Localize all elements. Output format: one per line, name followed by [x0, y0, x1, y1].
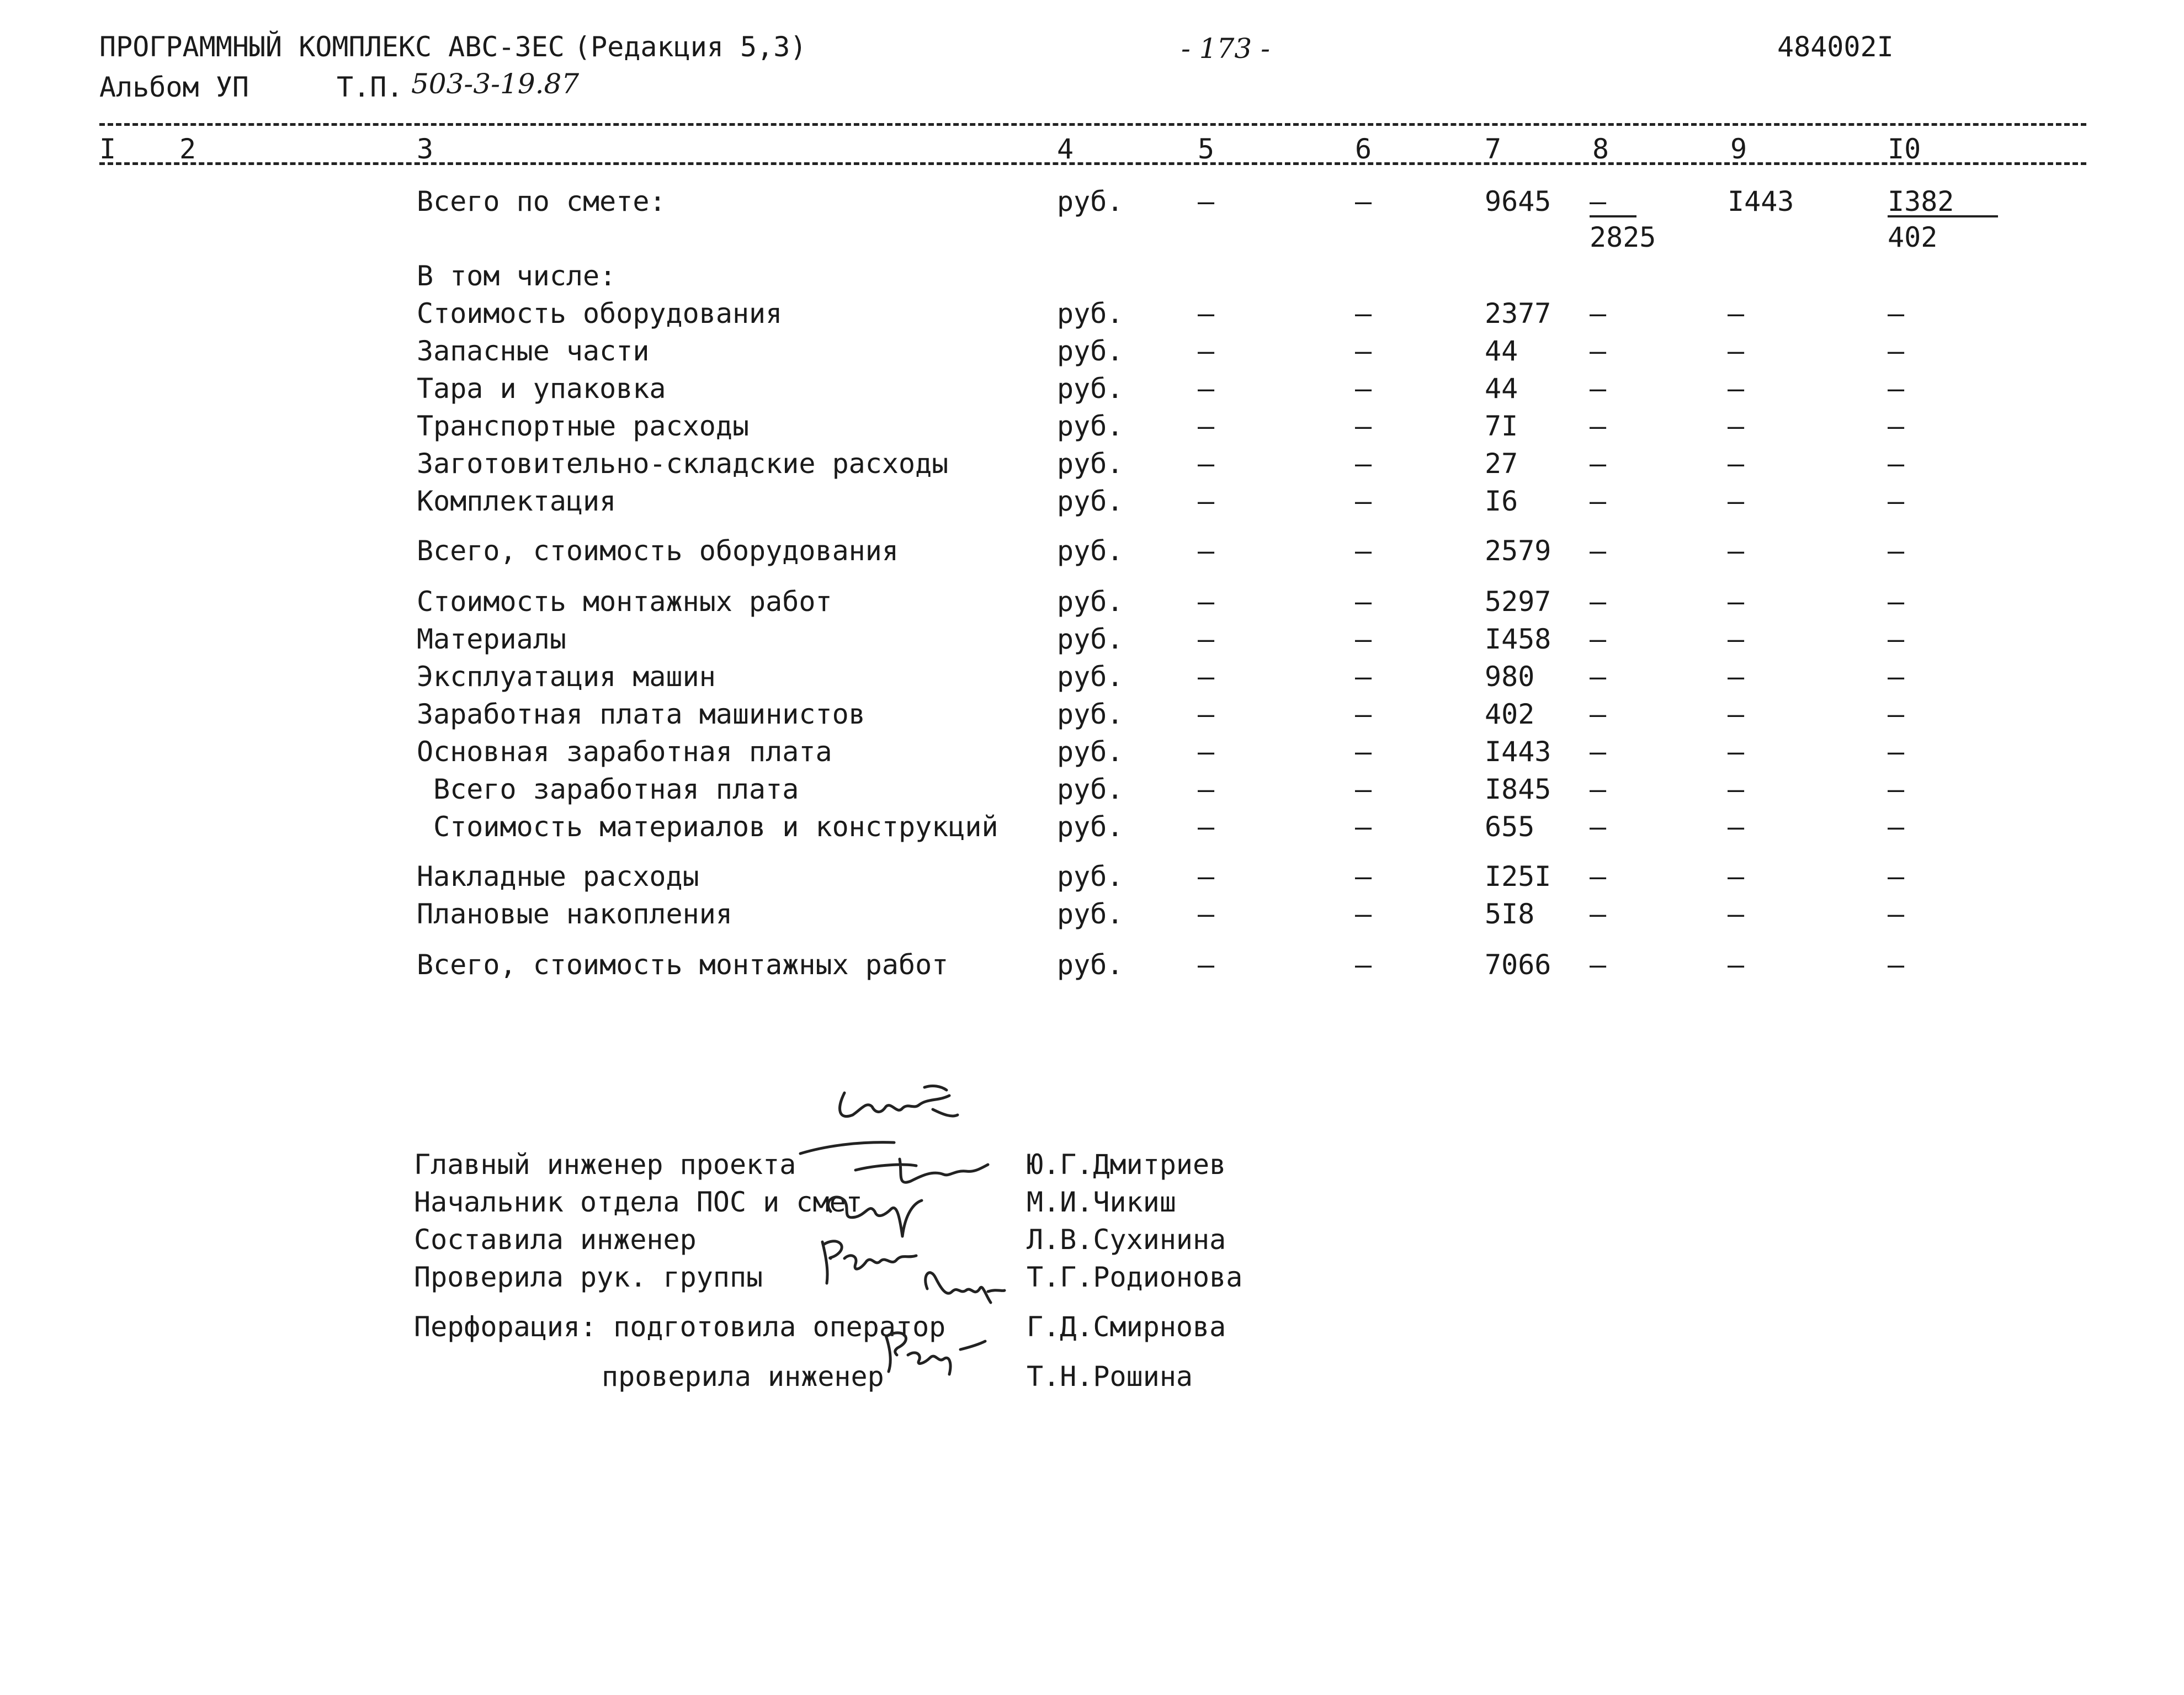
- col-header-6: 6: [1355, 133, 1372, 165]
- row-col6: –: [1355, 448, 1372, 480]
- row-unit: руб.: [1057, 535, 1124, 567]
- signature-role: Перфорация: подготовила оператор: [414, 1311, 946, 1343]
- row-unit: руб.: [1057, 586, 1124, 618]
- row-col10: –: [1888, 297, 1905, 330]
- row-unit: руб.: [1057, 661, 1124, 693]
- row-col5: –: [1198, 860, 1215, 892]
- signature-name: Г.Д.Смирнова: [1027, 1311, 1226, 1343]
- page-number: - 173 -: [1181, 33, 1271, 65]
- row-col10: –: [1888, 811, 1905, 843]
- col-header-1: I: [99, 133, 116, 165]
- row-col5: –: [1198, 661, 1215, 693]
- row-col7: I458: [1485, 623, 1551, 655]
- row-col6: –: [1355, 736, 1372, 768]
- tp-label: Т.П.: [337, 71, 403, 103]
- row-col7: 2377: [1485, 297, 1551, 330]
- row-col10: –: [1888, 448, 1905, 480]
- row-unit: руб.: [1057, 736, 1124, 768]
- row-label: Накладные расходы: [417, 860, 699, 892]
- row-col7: 7066: [1485, 949, 1551, 981]
- row-unit: руб.: [1057, 185, 1124, 217]
- handwritten-signatures: [784, 1076, 1060, 1385]
- row-col8: –: [1590, 736, 1607, 768]
- row-col6: –: [1355, 698, 1372, 730]
- row-col6: –: [1355, 623, 1372, 655]
- row-col8: –: [1590, 485, 1607, 517]
- row-label: Эксплуатация машин: [417, 661, 716, 693]
- fraction-bar-col10: [1888, 215, 1998, 217]
- row-col6: –: [1355, 410, 1372, 442]
- row-label: Транспортные расходы: [417, 410, 750, 442]
- signature-name: Ю.Г.Дмитриев: [1027, 1149, 1226, 1181]
- row-col10: –: [1888, 485, 1905, 517]
- row-col7: I443: [1485, 736, 1551, 768]
- row-col8: –: [1590, 811, 1607, 843]
- row-unit: руб.: [1057, 949, 1124, 981]
- row-col8: –: [1590, 448, 1607, 480]
- row-col9: –: [1728, 736, 1745, 768]
- row-col10: I382: [1888, 185, 1954, 217]
- col-header-7: 7: [1485, 133, 1502, 165]
- row-col6: –: [1355, 373, 1372, 405]
- row-col5: –: [1198, 586, 1215, 618]
- fraction-bar-col8: [1590, 215, 1636, 217]
- row-col10: –: [1888, 698, 1905, 730]
- row-col6: –: [1355, 485, 1372, 517]
- row-col5: –: [1198, 535, 1215, 567]
- row-col9: –: [1728, 373, 1745, 405]
- row-label: В том числе:: [417, 260, 617, 292]
- row-unit: руб.: [1057, 860, 1124, 892]
- row-col5: –: [1198, 373, 1215, 405]
- row-label: Заготовительно-складские расходы: [417, 448, 949, 480]
- row-col9: –: [1728, 661, 1745, 693]
- signature-role: Проверила рук. группы: [414, 1261, 763, 1293]
- edition-label: (Редакция 5,3): [574, 31, 807, 63]
- row-col9: –: [1728, 448, 1745, 480]
- row-label: Стоимость монтажных работ: [417, 586, 832, 618]
- col-header-5: 5: [1198, 133, 1215, 165]
- row-col9: –: [1728, 860, 1745, 892]
- row-unit: руб.: [1057, 898, 1124, 930]
- program-title: ПРОГРАММНЫЙ КОМПЛЕКС АВС-ЗЕС: [99, 31, 565, 63]
- row-col8: –: [1590, 297, 1607, 330]
- row-col8: –: [1590, 535, 1607, 567]
- row-col5: –: [1198, 811, 1215, 843]
- row-col7: 5I8: [1485, 898, 1535, 930]
- col-header-10: I0: [1888, 133, 1921, 165]
- row-col5: –: [1198, 410, 1215, 442]
- row-col10: –: [1888, 898, 1905, 930]
- row-col9: –: [1728, 949, 1745, 981]
- row-col10: –: [1888, 535, 1905, 567]
- header-rule-bottom: [99, 162, 2086, 165]
- row-col6: –: [1355, 811, 1372, 843]
- row-col8: –: [1590, 773, 1607, 805]
- row-unit: руб.: [1057, 335, 1124, 367]
- row-col6: –: [1355, 898, 1372, 930]
- row-col8: –: [1590, 661, 1607, 693]
- col-header-3: 3: [417, 133, 434, 165]
- row-col7: 9645: [1485, 185, 1551, 217]
- row-col9: –: [1728, 623, 1745, 655]
- row-col10: –: [1888, 335, 1905, 367]
- row-col7: 7I: [1485, 410, 1518, 442]
- row-col10: –: [1888, 410, 1905, 442]
- row-col5: –: [1198, 949, 1215, 981]
- row-col10: –: [1888, 773, 1905, 805]
- row-col7: 402: [1485, 698, 1535, 730]
- row-col10: –: [1888, 736, 1905, 768]
- row-unit: руб.: [1057, 410, 1124, 442]
- row-col8: –: [1590, 373, 1607, 405]
- row-unit: руб.: [1057, 297, 1124, 330]
- row-unit: руб.: [1057, 773, 1124, 805]
- row-col7: I25I: [1485, 860, 1551, 892]
- row-col6: –: [1355, 773, 1372, 805]
- row-col9: I443: [1728, 185, 1794, 217]
- signature-name: Л.В.Сухинина: [1027, 1224, 1226, 1256]
- row-col6: –: [1355, 949, 1372, 981]
- row-col7: 44: [1485, 335, 1518, 367]
- row-col5: –: [1198, 698, 1215, 730]
- row-col8: –: [1590, 335, 1607, 367]
- row-col9: –: [1728, 698, 1745, 730]
- row-col8: –: [1590, 949, 1607, 981]
- signature-role: Начальник отдела ПОС и смет: [414, 1186, 863, 1218]
- row-label: Плановые накопления: [417, 898, 732, 930]
- row-col8: –: [1590, 185, 1607, 217]
- row-col5: –: [1198, 623, 1215, 655]
- row-col6: –: [1355, 661, 1372, 693]
- signature-role: Главный инженер проекта: [414, 1149, 796, 1181]
- row-unit: руб.: [1057, 698, 1124, 730]
- signature-name: М.И.Чикиш: [1027, 1186, 1176, 1218]
- row-col6: –: [1355, 586, 1372, 618]
- row-col6: –: [1355, 297, 1372, 330]
- doc-code: 484002I: [1777, 31, 1894, 63]
- row-col9: –: [1728, 335, 1745, 367]
- col-header-9: 9: [1730, 133, 1747, 165]
- row-unit: руб.: [1057, 373, 1124, 405]
- row-col9: –: [1728, 898, 1745, 930]
- row-label: Тара и упаковка: [417, 373, 666, 405]
- header-rule-top: [99, 123, 2086, 126]
- row-label: Всего, стоимость оборудования: [417, 535, 899, 567]
- col-header-4: 4: [1057, 133, 1074, 165]
- row-col10: –: [1888, 373, 1905, 405]
- row-label: Заработная плата машинистов: [417, 698, 865, 730]
- row-col5: –: [1198, 297, 1215, 330]
- signature-role: Составила инженер: [414, 1224, 697, 1256]
- row-label: Всего по смете:: [417, 185, 666, 217]
- row-col5: –: [1198, 898, 1215, 930]
- row-col7: I845: [1485, 773, 1551, 805]
- row-col7: 655: [1485, 811, 1535, 843]
- row-col10: –: [1888, 949, 1905, 981]
- album-label: Альбом УП: [99, 71, 249, 103]
- row-col8: –: [1590, 623, 1607, 655]
- row-col9: –: [1728, 297, 1745, 330]
- row-col8: –: [1590, 898, 1607, 930]
- row-col6: –: [1355, 860, 1372, 892]
- row-col9: –: [1728, 410, 1745, 442]
- row-col10: –: [1888, 661, 1905, 693]
- row-col7: 27: [1485, 448, 1518, 480]
- row-label: Запасные части: [417, 335, 650, 367]
- row-col5: –: [1198, 335, 1215, 367]
- row-col5: –: [1198, 185, 1215, 217]
- row-col8: –: [1590, 698, 1607, 730]
- col-header-8: 8: [1592, 133, 1609, 165]
- row-label: Всего, стоимость монтажных работ: [417, 949, 949, 981]
- row-label: Стоимость материалов и конструкций: [417, 811, 998, 843]
- row-col10-sub: 402: [1888, 221, 1938, 253]
- row-col8: –: [1590, 586, 1607, 618]
- row-col7: 44: [1485, 373, 1518, 405]
- row-col8: –: [1590, 410, 1607, 442]
- row-unit: руб.: [1057, 485, 1124, 517]
- signature-role: проверила инженер: [602, 1361, 884, 1393]
- row-col9: –: [1728, 811, 1745, 843]
- row-col9: –: [1728, 586, 1745, 618]
- row-col6: –: [1355, 185, 1372, 217]
- row-col5: –: [1198, 773, 1215, 805]
- row-col10: –: [1888, 860, 1905, 892]
- row-col6: –: [1355, 335, 1372, 367]
- row-col9: –: [1728, 773, 1745, 805]
- row-label: Основная заработная плата: [417, 736, 832, 768]
- row-col7: I6: [1485, 485, 1518, 517]
- signature-name: Т.Н.Рошина: [1027, 1361, 1193, 1393]
- col-header-2: 2: [179, 133, 196, 165]
- row-col8: –: [1590, 860, 1607, 892]
- row-unit: руб.: [1057, 623, 1124, 655]
- row-col10: –: [1888, 586, 1905, 618]
- row-label: Материалы: [417, 623, 566, 655]
- row-unit: руб.: [1057, 811, 1124, 843]
- row-col8-sub: 2825: [1590, 221, 1656, 253]
- row-col10: –: [1888, 623, 1905, 655]
- row-label: Всего заработная плата: [417, 773, 799, 805]
- row-col9: –: [1728, 485, 1745, 517]
- row-col5: –: [1198, 736, 1215, 768]
- row-label: Комплектация: [417, 485, 617, 517]
- row-col9: –: [1728, 535, 1745, 567]
- tp-number: 503-3-19.87: [411, 68, 580, 100]
- row-label: Стоимость оборудования: [417, 297, 783, 330]
- row-col7: 5297: [1485, 586, 1551, 618]
- row-unit: руб.: [1057, 448, 1124, 480]
- row-col7: 980: [1485, 661, 1535, 693]
- row-col5: –: [1198, 485, 1215, 517]
- row-col7: 2579: [1485, 535, 1551, 567]
- row-col6: –: [1355, 535, 1372, 567]
- row-col5: –: [1198, 448, 1215, 480]
- signature-name: Т.Г.Родионова: [1027, 1261, 1243, 1293]
